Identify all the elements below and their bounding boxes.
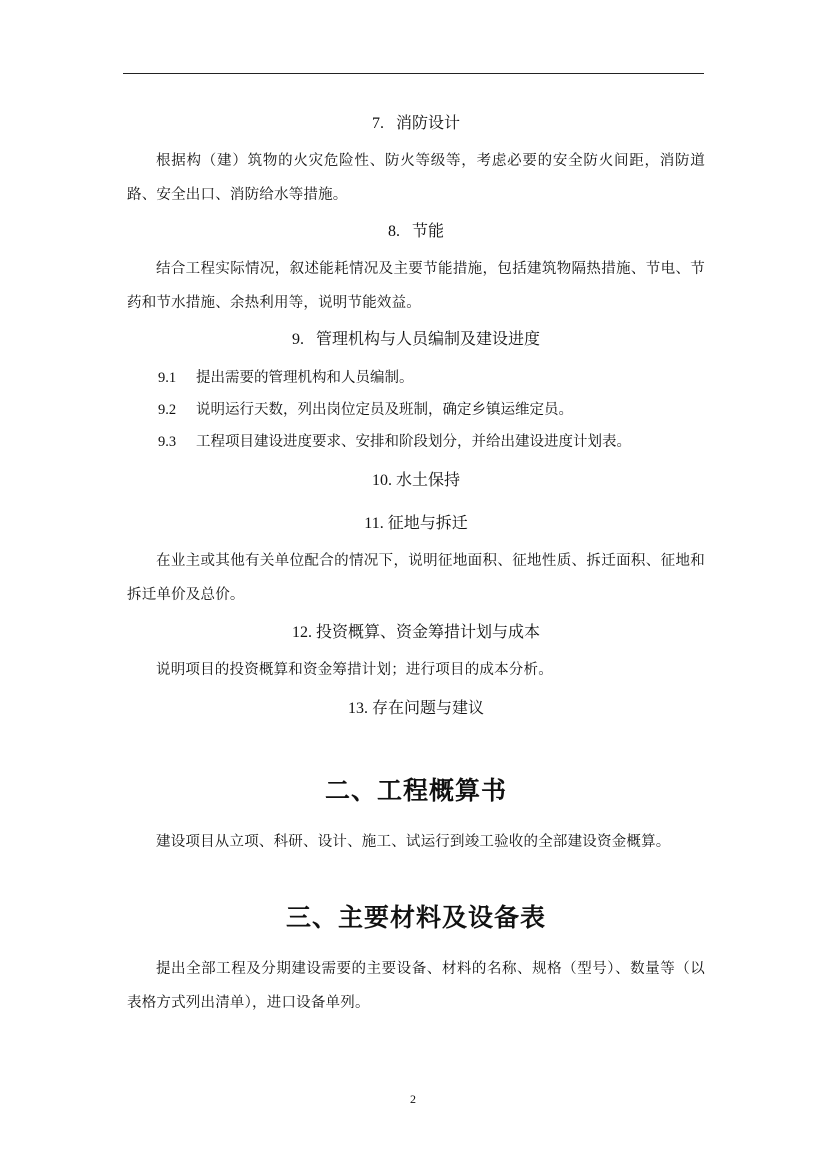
section-12-heading: 12. 投资概算、资金筹措计划与成本 [291, 622, 540, 641]
section-9-heading: 9. 管理机构与人员编制及建设进度 [291, 329, 540, 348]
chapter-3-paragraph: 提出全部工程及分期建设需要的主要设备、材料的名称、规格（型号）、数量等（以表格方式列出清单），进口设备单列。 [127, 961, 705, 1011]
section-11-title: 征地与拆迁 [387, 513, 468, 532]
section-11-heading: 11. 征地与拆迁 [364, 513, 468, 532]
section-12-paragraph: 说明项目的投资概算和资金筹措计划；进行项目的成本分析。 [156, 662, 553, 678]
chapter-3-title: 三、主要材料及设备表 [285, 903, 546, 932]
section-13-title: 存在问题与建议 [371, 698, 484, 717]
section-12-title: 投资概算、资金筹措计划与成本 [315, 622, 540, 641]
chapter-2-paragraph: 建设项目从立项、科研、设计、施工、试运行到竣工验收的全部建设资金概算。 [156, 834, 671, 850]
section-8-title: 节能 [411, 221, 444, 240]
section-9-title: 管理机构与人员编制及建设进度 [315, 329, 540, 348]
section-10-heading: 10. 水土保持 [371, 470, 460, 489]
section-10-title: 水土保持 [395, 470, 460, 489]
section-11-paragraph: 在业主或其他有关单位配合的情况下，说明征地面积、征地性质、拆迁面积、征地和拆迁单价及总价。 [127, 553, 705, 603]
section-13-heading: 13. 存在问题与建议 [347, 698, 484, 717]
list-item: 9.1 提出需要的管理机构和人员编制。 [158, 370, 414, 386]
section-7-paragraph: 根据构（建）筑物的火灾危险性、防火等级等，考虑必要的安全防火间距，消防道路、安全出口、消防给水等措施。 [127, 153, 705, 203]
section-8-paragraph: 结合工程实际情况，叙述能耗情况及主要节能措施，包括建筑物隔热措施、节电、节药和节水措施、余热利用等，说明节能效益。 [127, 261, 705, 311]
section-8-heading: 8. 节能 [387, 221, 444, 240]
header-rule [123, 73, 704, 74]
list-item: 9.2 说明运行天数，列出岗位定员及班制，确定乡镇运维定员。 [158, 402, 573, 418]
list-item: 9.3 工程项目建设进度要求、安排和阶段划分，并给出建设进度计划表。 [158, 434, 631, 450]
page-number: 2 [410, 1092, 416, 1106]
section-7-title: 消防设计 [395, 113, 460, 132]
chapter-2-title: 二、工程概算书 [324, 776, 507, 805]
section-7-heading: 7. 消防设计 [371, 113, 460, 132]
